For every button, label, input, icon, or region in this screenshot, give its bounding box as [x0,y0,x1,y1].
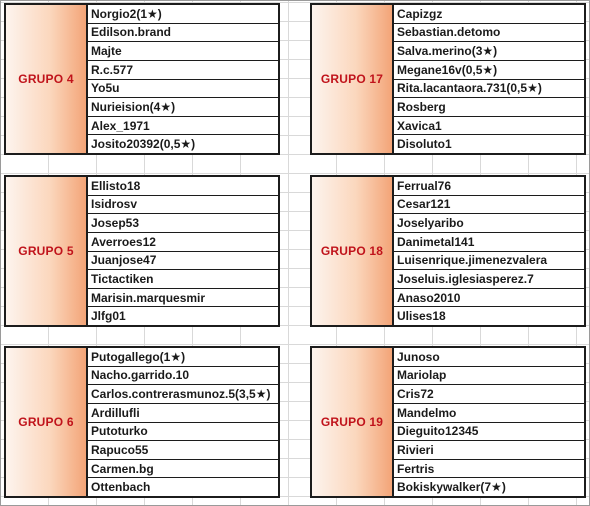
member-cell[interactable]: Junoso [394,348,584,367]
group-label: GRUPO 19 [320,415,384,429]
member-cell[interactable]: Josep53 [88,214,278,233]
member-cell[interactable]: Anaso2010 [394,289,584,308]
member-cell[interactable]: Cris72 [394,385,584,404]
member-cell[interactable]: Ellisto18 [88,177,278,196]
member-cell[interactable]: Bokiskywalker(7★) [397,480,506,495]
group-label-cell [312,5,394,153]
member-cell[interactable]: Rivieri [394,441,584,460]
member-cell[interactable]: Joselyaribo [394,214,584,233]
member-list [88,5,278,153]
member-cell[interactable]: Josito20392(0,5★) [91,137,196,152]
member-list [88,177,278,325]
group-label: GRUPO 17 [320,72,384,86]
group-label-cell [312,348,394,496]
member-cell[interactable]: Rita.lacantaora.731(0,5★) [394,80,584,99]
member-cell[interactable]: Dieguito12345 [394,423,584,442]
member-cell[interactable]: Cesar121 [394,196,584,215]
member-cell[interactable]: Edilson.brand [88,24,278,43]
member-cell[interactable]: Yo5u [88,80,278,99]
member-cell[interactable]: Putogallego(1★) [88,348,278,367]
group-label: GRUPO 5 [18,244,74,258]
member-cell[interactable]: Ulises18 [397,309,446,324]
member-list [394,5,584,153]
member-cell[interactable]: Isidrosv [88,196,278,215]
member-list [88,348,278,496]
member-cell[interactable]: Averroes12 [88,233,278,252]
group-block-grupo-18 [310,175,586,327]
member-cell[interactable]: Disoluto1 [397,137,452,152]
group-label-cell [6,348,88,496]
member-cell[interactable]: Carmen.bg [88,460,278,479]
group-label-cell [312,177,394,325]
member-cell[interactable]: Joseluis.iglesiasperez.7 [394,270,584,289]
member-cell[interactable]: Megane16v(0,5★) [394,61,584,80]
member-cell[interactable]: Salva.merino(3★) [394,42,584,61]
member-cell[interactable]: Jlfg01 [91,309,126,324]
member-cell[interactable]: Capizgz [394,5,584,24]
group-label: GRUPO 18 [320,244,384,258]
group-block-grupo-5 [4,175,280,327]
member-cell[interactable]: Fertris [394,460,584,479]
group-label-cell [6,177,88,325]
member-cell[interactable]: Putoturko [88,423,278,442]
member-cell[interactable]: Tictactiken [88,270,278,289]
member-cell[interactable]: Majte [88,42,278,61]
group-label: GRUPO 4 [18,72,74,86]
member-cell[interactable]: R.c.577 [88,61,278,80]
member-cell[interactable]: Ottenbach [91,480,151,495]
member-cell[interactable]: Ferrual76 [394,177,584,196]
member-cell[interactable]: Mandelmo [394,404,584,423]
group-block-grupo-17 [310,3,586,155]
member-cell[interactable]: Carlos.contrerasmunoz.5(3,5★) [88,385,278,404]
member-cell[interactable]: Danimetal141 [394,233,584,252]
member-cell[interactable]: Norgio2(1★) [88,5,278,24]
member-cell[interactable]: Ardillufli [88,404,278,423]
member-cell[interactable]: Sebastian.detomo [394,24,584,43]
group-label-cell [6,5,88,153]
member-cell[interactable]: Luisenrique.jimenezvalera [394,252,584,271]
member-list [394,348,584,496]
group-label: GRUPO 6 [18,415,74,429]
member-cell[interactable]: Xavica1 [394,117,584,136]
member-cell[interactable]: Nurieision(4★) [88,98,278,117]
member-cell[interactable]: Rapuco55 [88,441,278,460]
member-cell[interactable]: Mariolap [394,367,584,386]
member-cell[interactable]: Marisin.marquesmir [88,289,278,308]
group-block-grupo-19 [310,346,586,498]
group-block-grupo-6 [4,346,280,498]
member-cell[interactable]: Rosberg [394,98,584,117]
group-block-grupo-4 [4,3,280,155]
member-list [394,177,584,325]
member-cell[interactable]: Alex_1971 [88,117,278,136]
member-cell[interactable]: Nacho.garrido.10 [88,367,278,386]
member-cell[interactable]: Juanjose47 [88,252,278,271]
